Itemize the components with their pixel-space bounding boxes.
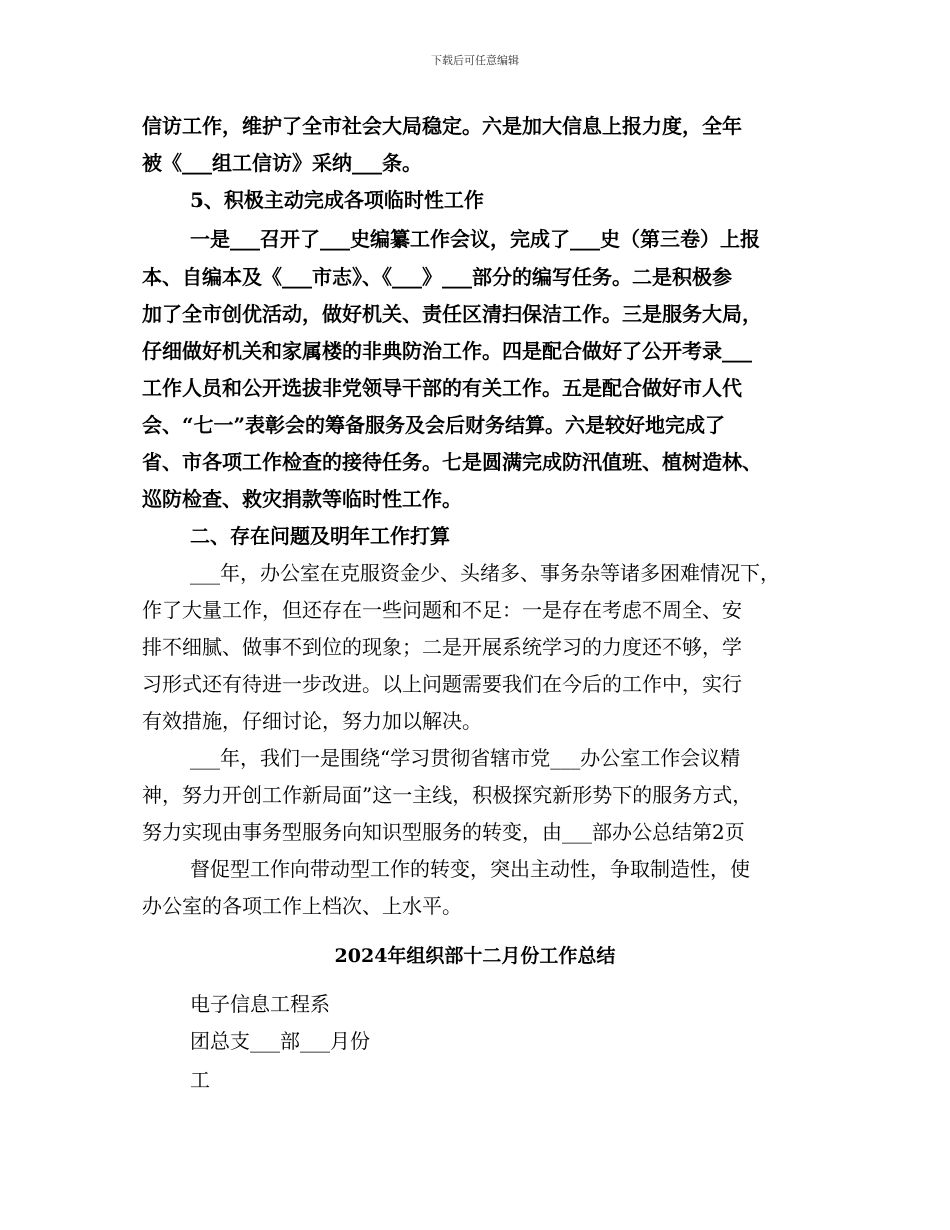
section-heading: 二、存在问题及明年工作打算	[190, 524, 450, 548]
text-line: 信访工作，维护了全市社会大局稳定。六是加大信息上报力度，全年	[142, 114, 742, 138]
text-line: 本、自编本及《___市志》、《___》___部分的编写任务。二是积极参	[142, 265, 732, 289]
text-line: 工	[190, 1068, 210, 1092]
text-line: 排不细腻、做事不到位的现象；二是开展系统学习的力度还不够，学	[142, 635, 742, 659]
text-line: 5、积极主动完成各项临时性工作	[190, 188, 484, 212]
text-line: 一是___召开了___史编纂工作会议，完成了___史（第三卷）上报	[190, 227, 760, 251]
text-line: 督促型工作向带动型工作的转变，突出主动性，争取制造性，使	[190, 857, 750, 881]
text-line: 工作人员和公开选拔非党领导干部的有关工作。五是配合做好市人代	[142, 376, 742, 400]
text-line: 省、市各项工作检查的接待任务。七是圆满完成防汛值班、植树造林、	[142, 450, 762, 474]
text-line: 加了全市创优活动，做好机关、责任区清扫保洁工作。三是服务大局，	[142, 302, 762, 326]
page-header: 下载后可任意编辑	[431, 54, 519, 67]
document-title: 2024年组织部十二月份工作总结	[334, 945, 616, 967]
text-line: 会、“七一”表彰会的筹备服务及会后财务结算。六是较好地完成了	[142, 413, 726, 437]
text-line: ___年，我们一是围绕“学习贯彻省辖市党___办公室工作会议精	[190, 746, 741, 770]
text-line: 仔细做好机关和家属楼的非典防治工作。四是配合做好了公开考录___	[142, 339, 752, 363]
text-line: 被《___组工信访》采纳___条。	[142, 151, 422, 175]
text-line: 巡防检查、救灾捐款等临时性工作。	[142, 487, 462, 511]
text-line: 团总支___部___月份	[190, 1029, 370, 1053]
text-line: 有效措施，仔细讨论，努力加以解决。	[142, 709, 482, 733]
text-line: 努力实现由事务型服务向知识型服务的转变，由___部办公总结第2页	[142, 820, 745, 844]
text-line: ___年，办公室在克服资金少、头绪多、事务杂等诸多困难情况下，	[190, 561, 780, 585]
text-line: 电子信息工程系	[190, 992, 330, 1016]
text-line: 神，努力开创工作新局面”这一主线，积极探究新形势下的服务方式，	[142, 783, 753, 807]
text-line: 办公室的各项工作上档次、上水平。	[142, 894, 462, 918]
text-line: 习形式还有待进一步改进。以上问题需要我们在今后的工作中，实行	[142, 672, 742, 696]
text-line: 作了大量工作，但还存在一些问题和不足：一是存在考虑不周全、安	[142, 598, 742, 622]
